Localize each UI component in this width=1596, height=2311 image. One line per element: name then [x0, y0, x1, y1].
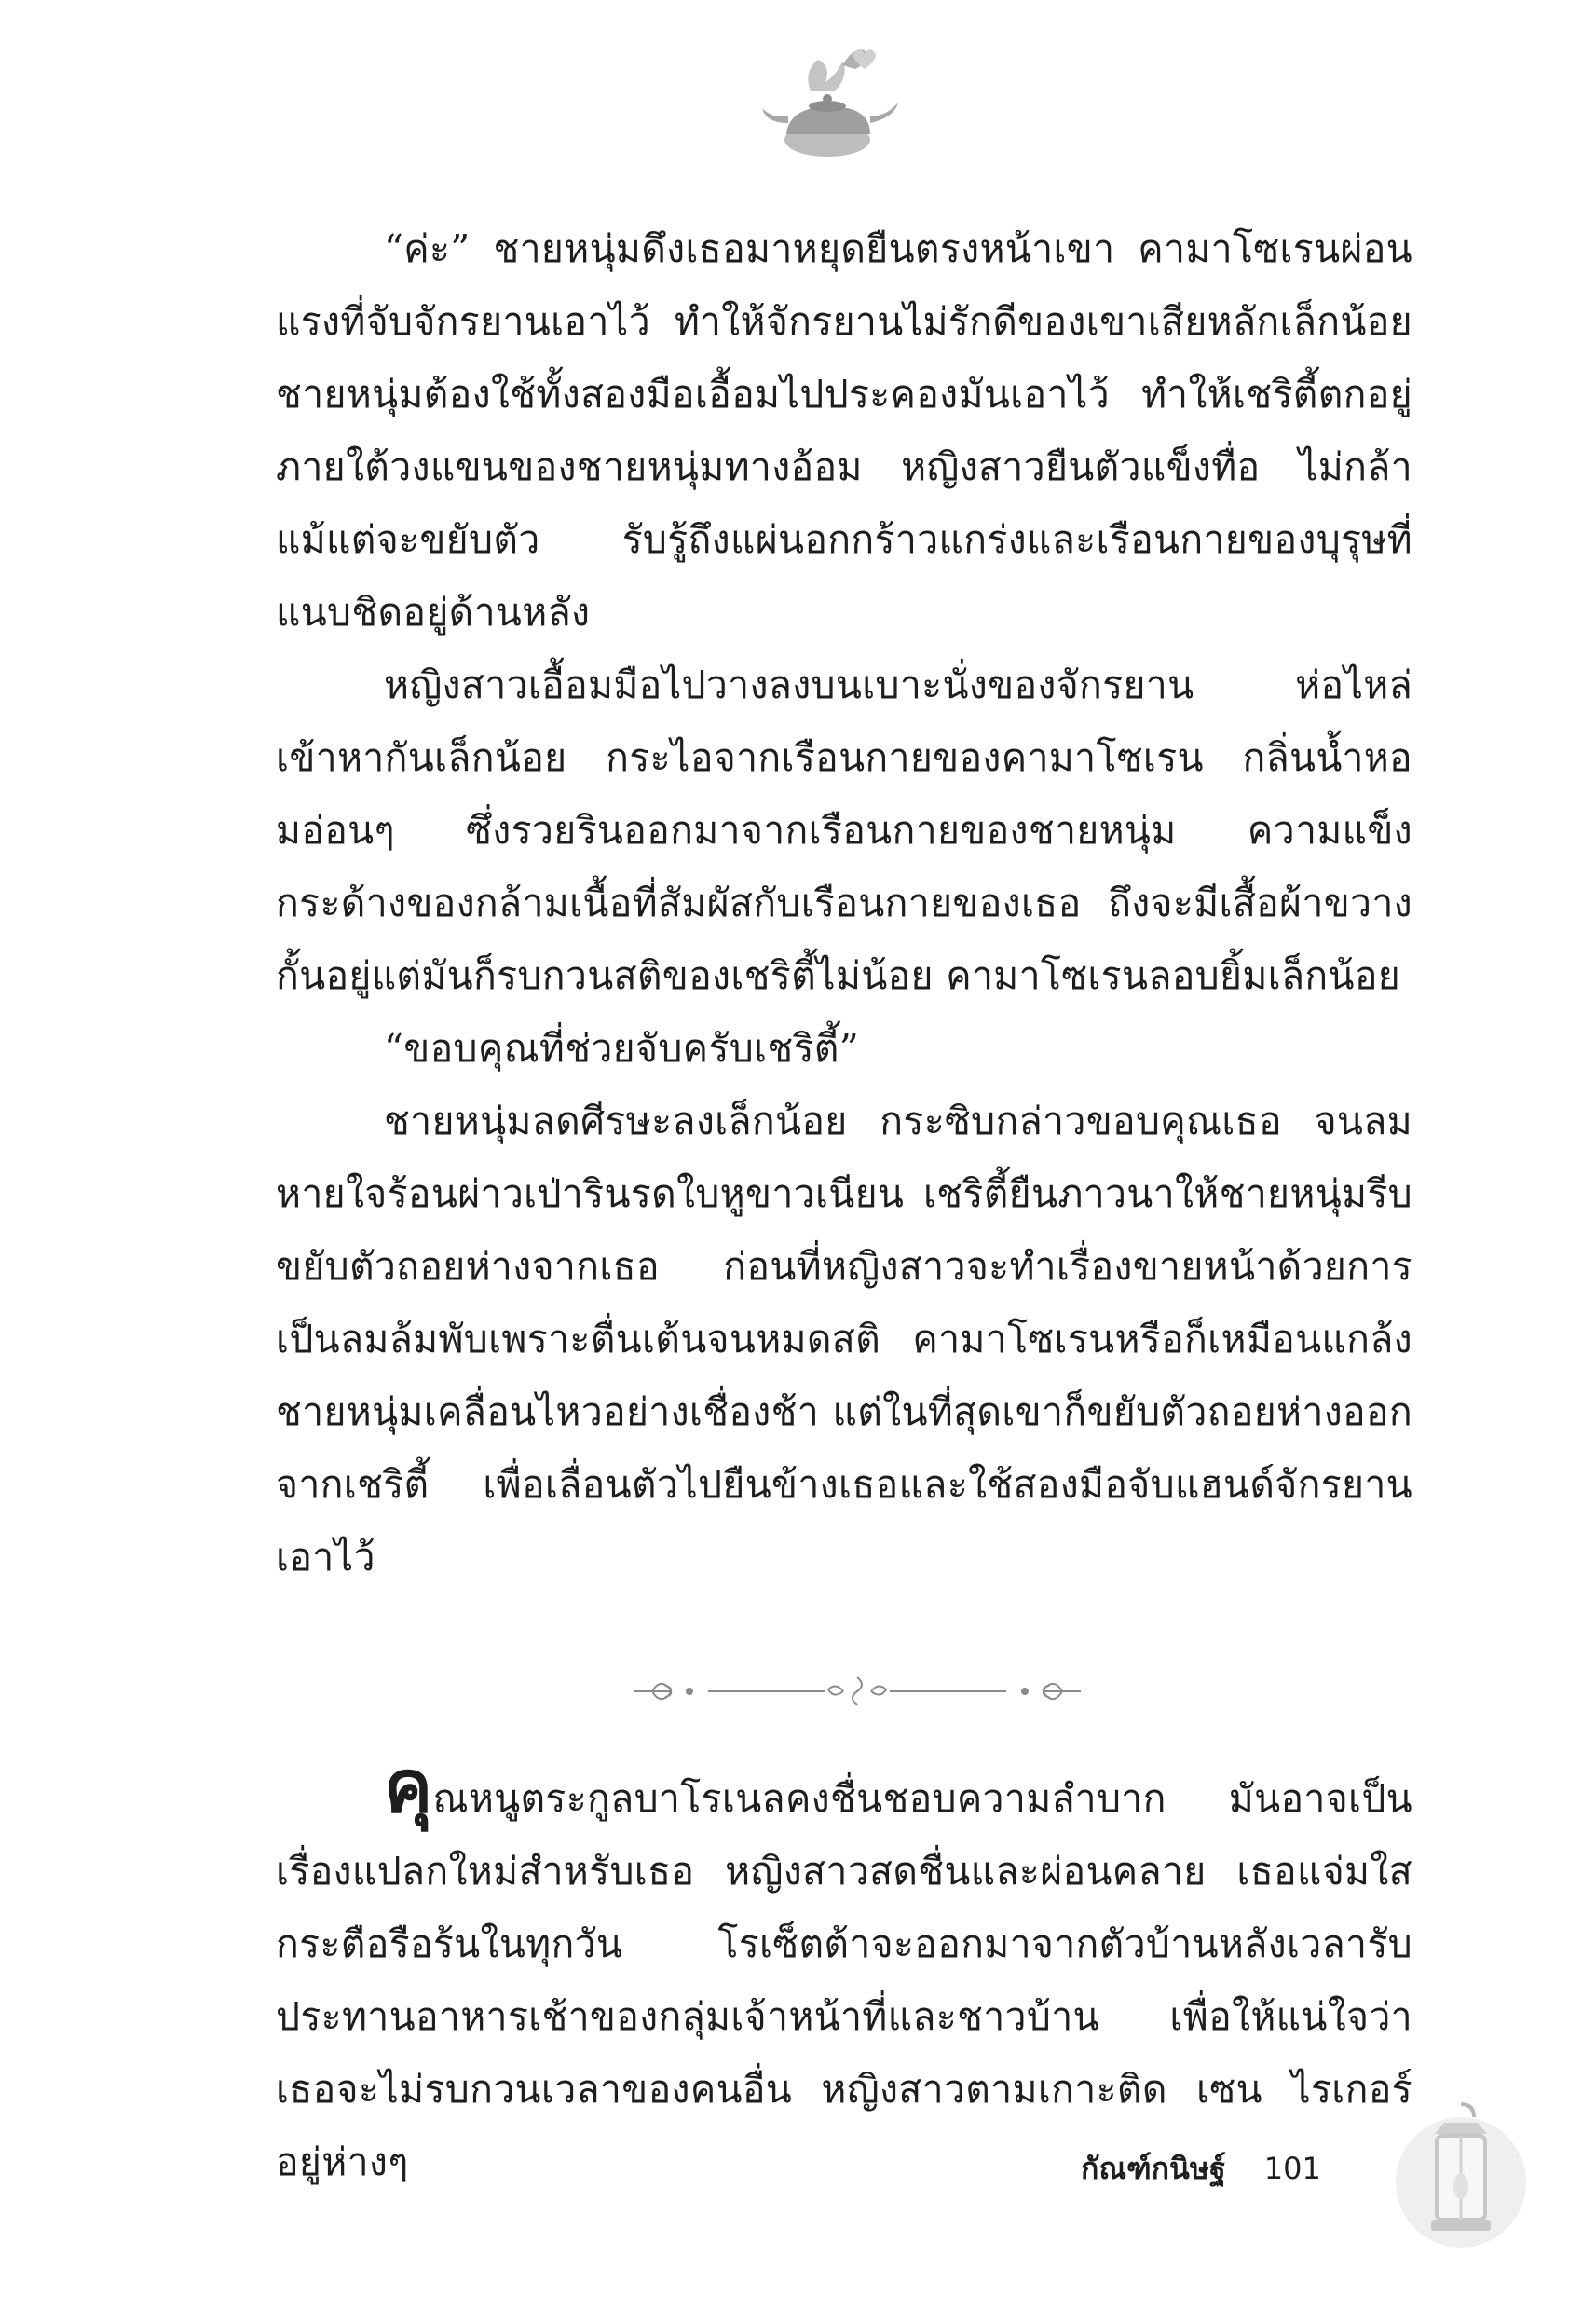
page-footer: [1081, 2145, 1321, 2193]
paragraph-2: หญิงสาวเอื้อมมือไปวางลงบนเบาะนั่งของจักรยาน ห่อไหล่เข้าหากันเล็กน้อย กระไอจากเรือนกายของคามาโซเรน กลิ่นน้ำหอมอ่อนๆ ซึ่งรวยรินออกมาจากเรือนกายของชายหนุ่ม ความแข็งกระด้างของกล้ามเนื้อที่สัมผัสกับเรือนกายของเธอ ถึงจะมีเสื้อผ้าขวางกั้นอยู่แต่มันก็รบกวนสติของเชริตี้ไม่น้อย คามาโซเรนลอบยิ้มเล็กน้อย: [276, 663, 1412, 998]
drop-cap: คุ: [384, 1744, 433, 1829]
lantern-ornament-icon: [1388, 2097, 1528, 2264]
paragraph-4: ชายหนุ่มลดศีรษะลงเล็กน้อย กระซิบกล่าวขอบคุณเธอ จนลมหายใจร้อนผ่าวเป่ารินรดใบหูขาวเนียน เชริตี้ยืนภาวนาให้ชายหนุ่มรีบขยับตัวถอยห่างจากเธอ ก่อนที่หญิงสาวจะทำเรื่องขายหน้าด้วยการเป็นลมล้มพับเพราะตื่นเต้นจนหมดสติ คามาโซเรนหรือก็เหมือนแกล้งชายหนุ่มเคลื่อนไหวอย่างเชื่องช้า แต่ในที่สุดเขาก็ขยับตัวถอยห่างออกจากเชริตี้ เพื่อเลื่อนตัวไปยืนข้างเธอและใช้สองมือจับแฮนด์จักรยานเอาไว้: [276, 1099, 1412, 1579]
paragraph-5-text: ณหนูตระกูลบาโรเนลคงชื่นชอบความลำบาก มันอาจเป็นเรื่องแปลกใหม่สำหรับเธอ หญิงสาวสดชื่นและผ่อนคลาย เธอแจ่มใสกระตือรือร้นในทุกวัน โรเซ็ตต้าจะออกมาจากตัวบ้านหลังเวลารับประทานอาหารเช้าของกลุ่มเจ้าหน้าที่และชาวบ้าน เพื่อให้แน่ใจว่าเธอจะไม่รบกวนเวลาของคนอื่น หญิงสาวตามเกาะติด เซน ไรเกอร์ อยู่ห่างๆ: [276, 1776, 1412, 2184]
paragraph-5: [276, 1744, 1412, 2198]
paragraph-1: “ค่ะ” ชายหนุ่มดึงเธอมาหยุดยืนตรงหน้าเขา คามาโซเรนผ่อนแรงที่จับจักรยานเอาไว้ ทำให้จักรยานไม่รักดีของเขาเสียหลักเล็กน้อย ชายหนุ่มต้องใช้ทั้งสองมือเอื้อมไปประคองมันเอาไว้ ทำให้เชริตี้ตกอยู่ภายใต้วงแขนของชายหนุ่มทางอ้อม หญิงสาวยืนตัวแข็งทื่อ ไม่กล้าแม้แต่จะขยับตัว รับรู้ถึงแผ่นอกกร้าวแกร่งและเรือนกายของบุรุษที่แนบชิดอยู่ด้านหลัง: [276, 226, 1412, 635]
book-title: กัณฑ์กนิษฐ์: [1081, 2151, 1226, 2186]
teapot-ornament-icon: [745, 37, 913, 168]
page-number: 101: [1263, 2151, 1321, 2186]
body-text-section-2: [276, 1744, 1412, 2198]
flourish-divider-icon: [615, 1668, 1099, 1715]
paragraph-3: “ขอบคุณที่ช่วยจับครับเชริตี้”: [384, 1026, 859, 1071]
body-text-section-1: [276, 212, 1412, 1593]
